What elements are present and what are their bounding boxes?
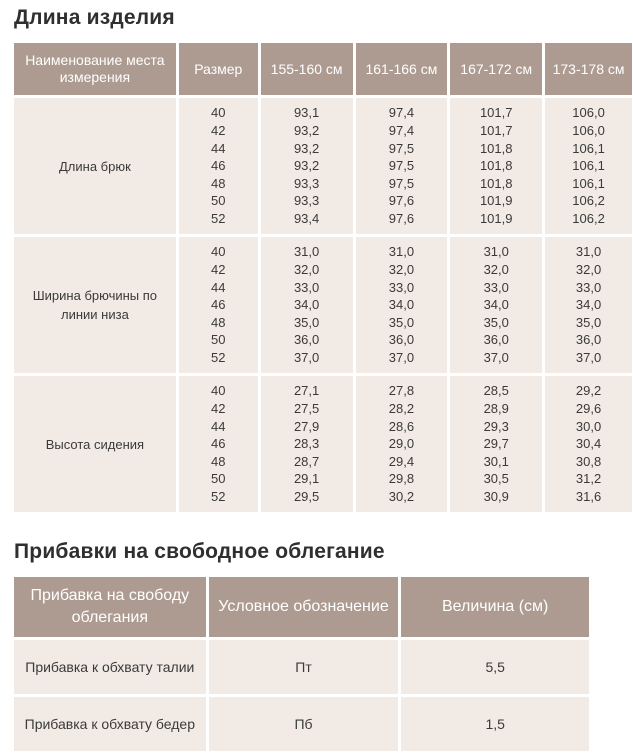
measurement-value: 31,0 xyxy=(575,244,602,260)
size-value: 46 xyxy=(211,436,226,452)
size-value: 48 xyxy=(211,453,226,469)
height-column-values xyxy=(450,376,542,512)
measurement-value: 93,2 xyxy=(293,123,320,139)
length-table xyxy=(11,40,633,515)
allowance-table xyxy=(11,574,592,754)
measurement-value: 97,5 xyxy=(388,175,415,191)
measurement-value: 106,1 xyxy=(572,158,605,174)
measurement-value: 30,9 xyxy=(483,488,509,504)
measurement-value: 101,8 xyxy=(479,175,513,191)
measurement-value: 36,0 xyxy=(483,332,509,348)
header-value: Величина (см) xyxy=(401,577,589,637)
size-value: 40 xyxy=(211,244,226,260)
measurement-value: 37,0 xyxy=(575,349,602,365)
measurement-value: 101,7 xyxy=(479,123,513,139)
measurement-value: 29,1 xyxy=(293,471,320,487)
header-designation: Условное обозначение xyxy=(209,577,399,637)
header-allowance: Прибавка на свободу облегания xyxy=(14,577,206,637)
measurement-value: 32,0 xyxy=(483,262,509,278)
measurement-value: 34,0 xyxy=(483,297,509,313)
measurement-value: 93,2 xyxy=(293,158,320,174)
measurement-value: 97,4 xyxy=(388,105,415,121)
size-value: 52 xyxy=(211,210,226,226)
measurement-value: 36,0 xyxy=(575,332,602,348)
size-value: 44 xyxy=(211,140,226,156)
size-value: 50 xyxy=(211,471,226,487)
size-value: 50 xyxy=(211,193,226,209)
measurement-value: 93,2 xyxy=(293,140,320,156)
measurement-value: 30,2 xyxy=(388,488,415,504)
header-height-167-172: 167-172 см xyxy=(450,43,542,95)
measurement-value: 31,0 xyxy=(388,244,415,260)
measurement-value: 31,0 xyxy=(293,244,320,260)
measurement-value: 29,2 xyxy=(575,383,602,399)
header-size: Размер xyxy=(179,43,258,95)
measurement-value: 30,0 xyxy=(575,418,602,434)
size-value: 52 xyxy=(211,488,226,504)
allowance-row xyxy=(14,697,589,751)
allowance-section-title: Прибавки на свободное облегание xyxy=(14,540,385,563)
measurement-value: 33,0 xyxy=(483,279,509,295)
measurement-value: 29,7 xyxy=(483,436,509,452)
measurement-value: 106,1 xyxy=(572,140,605,156)
measurement-value: 34,0 xyxy=(388,297,415,313)
measurement-value: 34,0 xyxy=(293,297,320,313)
measurement-value: 97,4 xyxy=(388,123,415,139)
size-value: 40 xyxy=(211,105,226,121)
measurement-value: 27,1 xyxy=(293,383,320,399)
size-value: 46 xyxy=(211,158,226,174)
measurement-value: 37,0 xyxy=(388,349,415,365)
measurement-value: 28,5 xyxy=(483,383,509,399)
measurement-value: 35,0 xyxy=(575,314,602,330)
measurement-value: 101,7 xyxy=(479,105,513,121)
size-value: 48 xyxy=(211,175,226,191)
measurement-value: 35,0 xyxy=(483,314,509,330)
height-column-values xyxy=(545,237,632,373)
measurement-value: 30,4 xyxy=(575,436,602,452)
height-column-values xyxy=(261,376,353,512)
size-value: 48 xyxy=(211,314,226,330)
measurement-group-row xyxy=(14,376,632,512)
length-table-header xyxy=(14,43,632,95)
measurement-value: 36,0 xyxy=(293,332,320,348)
measurement-group-row xyxy=(14,237,632,373)
measurement-value: 30,5 xyxy=(483,471,509,487)
measurement-value: 28,3 xyxy=(293,436,320,452)
measurement-value: 97,6 xyxy=(388,193,415,209)
height-column-values xyxy=(450,237,542,373)
measurement-value: 29,0 xyxy=(388,436,415,452)
size-list xyxy=(179,98,258,234)
measurement-value: 28,9 xyxy=(483,401,509,417)
measurement-value: 101,8 xyxy=(479,140,513,156)
measurement-value: 93,1 xyxy=(293,105,320,121)
measurement-name: Длина брюк xyxy=(14,98,176,234)
allowance-name: Прибавка к обхвату бедер xyxy=(14,697,206,751)
measurement-value: 29,8 xyxy=(388,471,415,487)
height-column-values xyxy=(261,98,353,234)
height-column-values xyxy=(545,376,632,512)
measurement-value: 36,0 xyxy=(388,332,415,348)
size-value: 52 xyxy=(211,349,226,365)
measurement-name: Высота сидения xyxy=(14,376,176,512)
measurement-value: 106,2 xyxy=(572,193,605,209)
measurement-value: 31,2 xyxy=(575,471,602,487)
allowance-table-header xyxy=(14,577,589,637)
size-value: 42 xyxy=(211,123,226,139)
measurement-value: 97,5 xyxy=(388,158,415,174)
measurement-value: 106,0 xyxy=(572,123,605,139)
allowance-row xyxy=(14,640,589,694)
measurement-value: 93,4 xyxy=(293,210,320,226)
height-column-values xyxy=(545,98,632,234)
measurement-value: 30,8 xyxy=(575,453,602,469)
allowance-value: 1,5 xyxy=(401,697,589,751)
measurement-value: 27,9 xyxy=(293,418,320,434)
measurement-value: 101,9 xyxy=(479,193,513,209)
measurement-value: 106,2 xyxy=(572,210,605,226)
measurement-value: 28,2 xyxy=(388,401,415,417)
size-value: 42 xyxy=(211,401,226,417)
measurement-value: 106,1 xyxy=(572,175,605,191)
measurement-value: 31,0 xyxy=(483,244,509,260)
measurement-group-row xyxy=(14,98,632,234)
size-list xyxy=(179,376,258,512)
allowance-value: 5,5 xyxy=(401,640,589,694)
header-measurement-place: Наименование места измерения xyxy=(14,43,176,95)
measurement-name: Ширина брючины по линии низа xyxy=(14,237,176,373)
measurement-value: 29,5 xyxy=(293,488,320,504)
size-value: 42 xyxy=(211,262,226,278)
height-column-values xyxy=(261,237,353,373)
allowance-designation: Пб xyxy=(209,697,399,751)
measurement-value: 32,0 xyxy=(575,262,602,278)
measurement-value: 33,0 xyxy=(293,279,320,295)
measurement-value: 32,0 xyxy=(388,262,415,278)
header-height-161-166: 161-166 см xyxy=(356,43,448,95)
height-column-values xyxy=(356,376,448,512)
measurement-value: 33,0 xyxy=(388,279,415,295)
measurement-value: 34,0 xyxy=(575,297,602,313)
height-column-values xyxy=(356,237,448,373)
measurement-value: 93,3 xyxy=(293,193,320,209)
size-value: 50 xyxy=(211,332,226,348)
size-value: 40 xyxy=(211,383,226,399)
measurement-value: 97,5 xyxy=(388,140,415,156)
measurement-value: 97,6 xyxy=(388,210,415,226)
measurement-value: 32,0 xyxy=(293,262,320,278)
measurement-value: 101,9 xyxy=(479,210,513,226)
allowance-designation: Пт xyxy=(209,640,399,694)
measurement-value: 30,1 xyxy=(483,453,509,469)
measurement-value: 28,6 xyxy=(388,418,415,434)
header-height-155-160: 155-160 см xyxy=(261,43,353,95)
size-value: 46 xyxy=(211,297,226,313)
height-column-values xyxy=(450,98,542,234)
measurement-value: 29,3 xyxy=(483,418,509,434)
measurement-value: 28,7 xyxy=(293,453,320,469)
measurement-value: 29,6 xyxy=(575,401,602,417)
measurement-value: 106,0 xyxy=(572,105,605,121)
measurement-value: 27,8 xyxy=(388,383,415,399)
size-value: 44 xyxy=(211,279,226,295)
size-value: 44 xyxy=(211,418,226,434)
measurement-value: 27,5 xyxy=(293,401,320,417)
measurement-value: 101,8 xyxy=(479,158,513,174)
measurement-value: 33,0 xyxy=(575,279,602,295)
size-list xyxy=(179,237,258,373)
measurement-value: 37,0 xyxy=(293,349,320,365)
measurement-value: 35,0 xyxy=(388,314,415,330)
length-section-title: Длина изделия xyxy=(14,6,175,29)
height-column-values xyxy=(356,98,448,234)
measurement-value: 37,0 xyxy=(483,349,509,365)
header-height-173-178: 173-178 см xyxy=(545,43,632,95)
allowance-name: Прибавка к обхвату талии xyxy=(14,640,206,694)
measurement-value: 35,0 xyxy=(293,314,320,330)
measurement-value: 31,6 xyxy=(575,488,602,504)
measurement-value: 29,4 xyxy=(388,453,415,469)
measurement-value: 93,3 xyxy=(293,175,320,191)
